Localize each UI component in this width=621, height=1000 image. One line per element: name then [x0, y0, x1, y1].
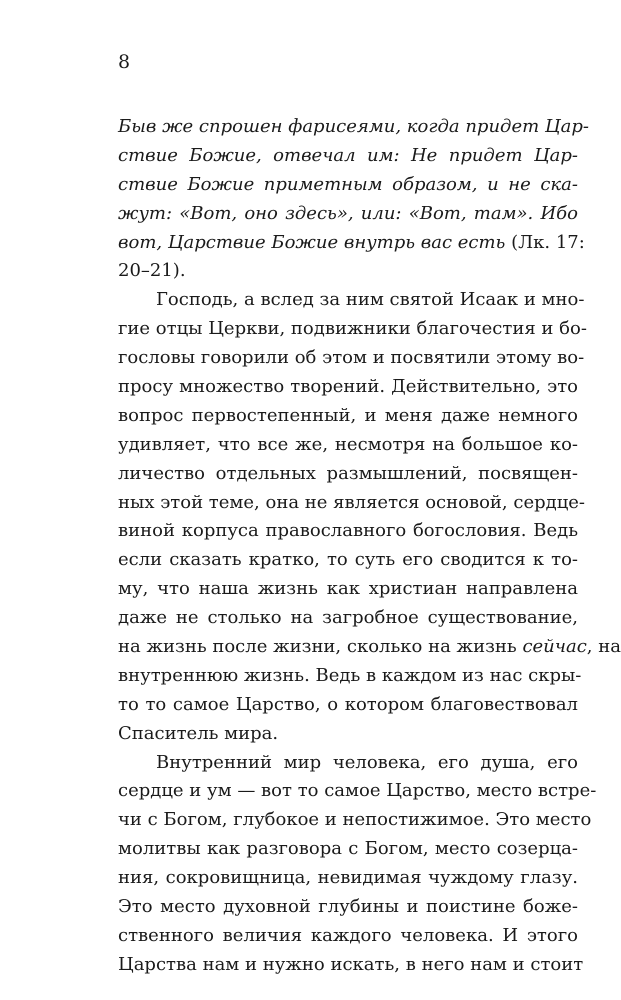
paragraph-line: гословы говорили об этом и посвятили этому во- — [118, 347, 585, 369]
paragraph-line: ственного величия каждого человека. И этого — [118, 924, 578, 946]
epigraph-line — [118, 257, 578, 286]
paragraph-line: просу множество творений. Действительно, это — [118, 376, 578, 398]
paragraph-line: Спаситель мира. — [118, 722, 279, 744]
epigraph — [118, 113, 589, 286]
paragraph-line: на жизнь после жизни, сколько на жизнь сейчас, на — [118, 636, 621, 658]
paragraph-line: гие отцы Церкви, подвижники благочестия и бо- — [118, 318, 587, 340]
scripture-reference: (Лк. 17: — [505, 231, 585, 253]
paragraph-line: молитвы как разговора с Богом, место созерца- — [118, 838, 578, 860]
epigraph-line: ствие Божие, отвечал им: Не придет Цар- — [118, 144, 578, 166]
page-number: 8 — [118, 51, 131, 73]
paragraph-line: личество отдельных размышлений, посвящен- — [118, 462, 578, 484]
paragraph-line: вопрос первостепенный, и меня даже немного — [118, 404, 578, 426]
paragraph-line: ных этой теме, она не является основой, сердце- — [118, 491, 586, 513]
paragraph-line: внутреннюю жизнь. Ведь в каждом из нас скры- — [118, 664, 582, 686]
paragraph-2 — [118, 749, 597, 980]
paragraph-line: виной корпуса православного богословия. Ведь — [118, 520, 578, 542]
paragraph-line: даже не столько на загробное существование, — [118, 607, 578, 629]
paragraph-line: сердце и ум — вот то самое Царство, место встре- — [118, 780, 597, 802]
paragraph-line: если сказать кратко, то суть его сводится к то- — [118, 549, 578, 571]
epigraph-line: жут: «Вот, оно здесь», или: «Вот, там». Ибо — [118, 202, 578, 224]
paragraph-1 — [118, 286, 621, 748]
text-block — [118, 113, 621, 980]
epigraph-line: ствие Божие приметным образом, и не ска- — [118, 173, 578, 195]
paragraph-line: ния, сокровищница, невидимая чуждому глазу. — [118, 867, 578, 889]
epigraph-line: Быв же спрошен фарисеями, когда придет Цар- — [118, 116, 589, 137]
emphasis-word: сейчас — [522, 636, 587, 658]
paragraph-line: чи с Богом, глубокое и непостижимое. Это место — [118, 809, 592, 831]
paragraph-line: Царства нам и нужно искать, в него нам и стоит — [118, 953, 584, 975]
paragraph-line: Господь, а вслед за ним святой Исаак и мно- — [156, 289, 585, 311]
paragraph-line: то то самое Царство, о котором благовествовал — [118, 693, 578, 715]
paragraph-line: удивляет, что все же, несмотря на большое ко- — [118, 433, 578, 455]
paragraph-line: Внутренний мир человека, его душа, его — [156, 751, 578, 773]
epigraph-line: вот, Царствие Божие внутрь вас есть (Лк. 17: — [118, 231, 585, 253]
paragraph-line: му, что наша жизнь как христиан направлена — [118, 578, 578, 600]
scripture-reference: 20–21). — [118, 260, 186, 282]
paragraph-line: Это место духовной глубины и поистине боже- — [118, 896, 578, 918]
